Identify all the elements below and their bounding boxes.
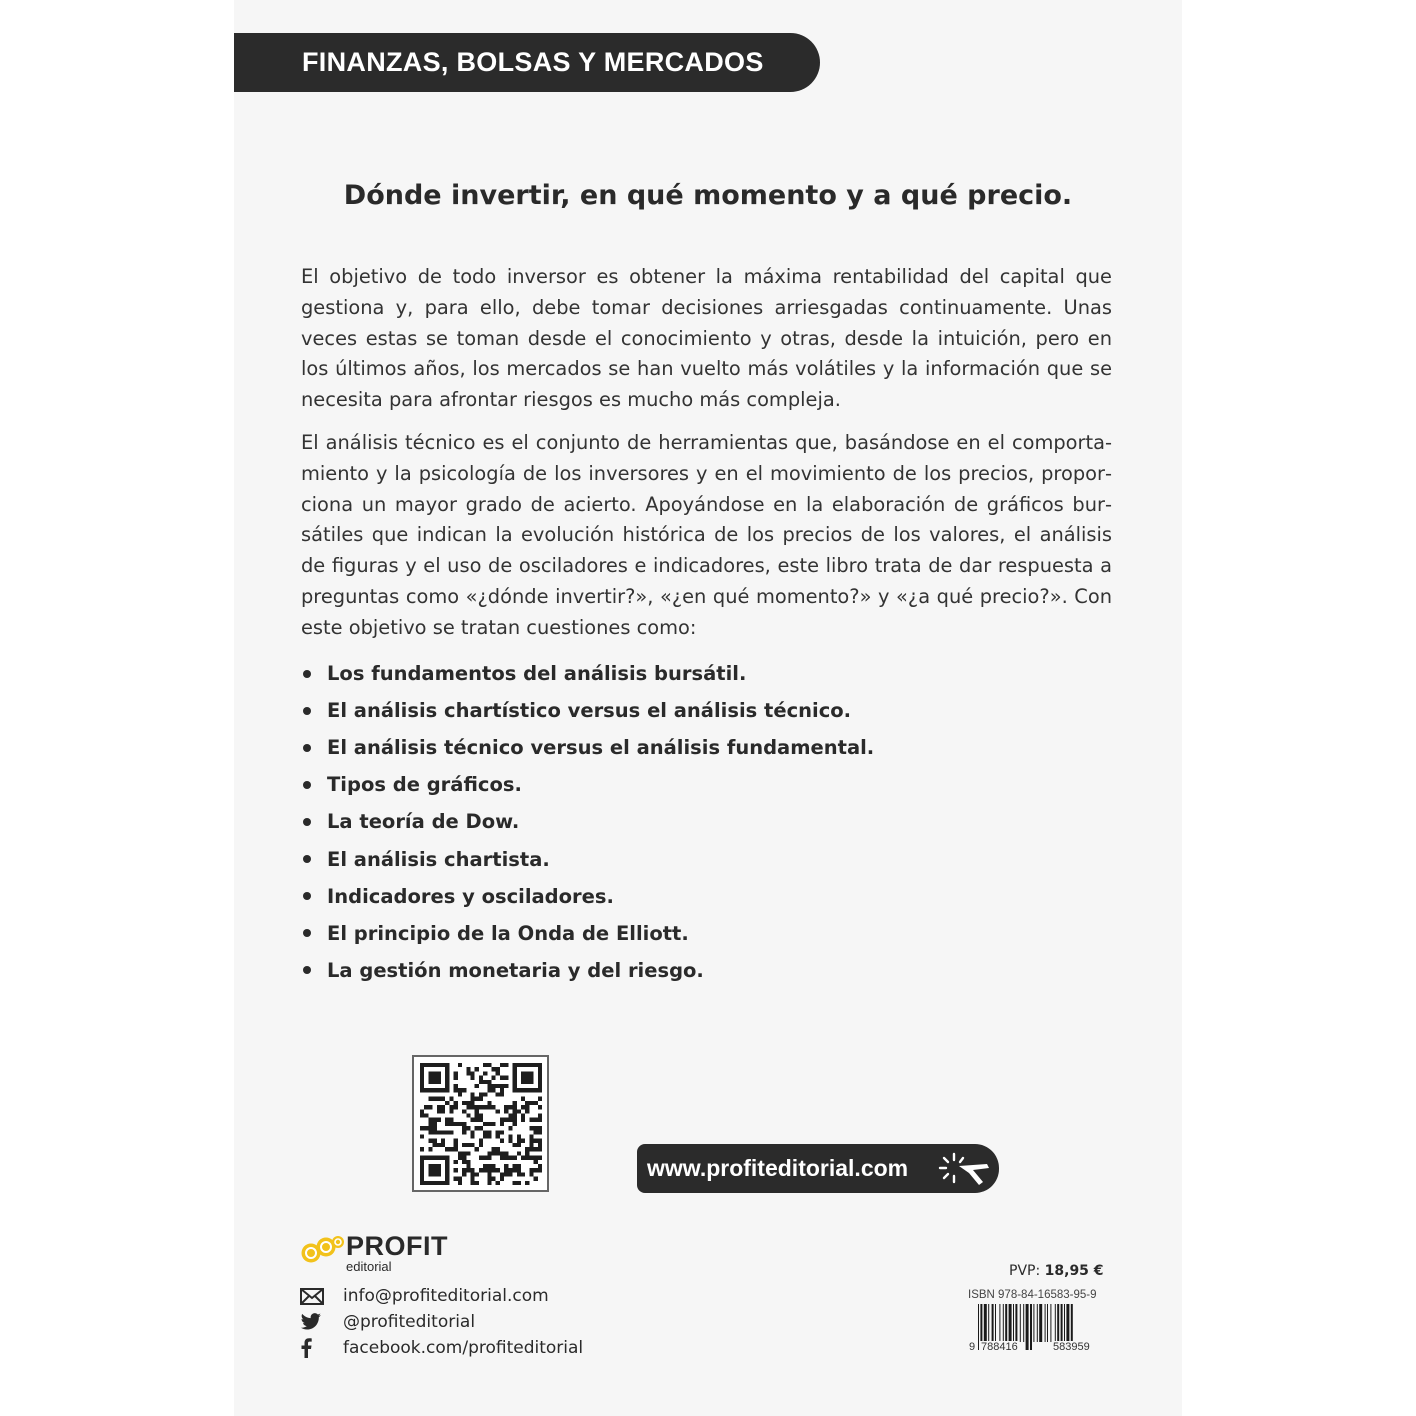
bullet-icon (303, 929, 311, 937)
topic-text: Tipos de gráficos. (327, 773, 522, 797)
bullet-icon (303, 707, 311, 715)
contact-twitter[interactable] (300, 1311, 475, 1333)
topic-text: El análisis técnico versus el análisis fundamental. (327, 736, 875, 760)
topic-text: La gestión monetaria y del riesgo. (327, 958, 704, 982)
facebook-f-icon (300, 1337, 326, 1359)
topic-text: Los fundamentos del análisis bursátil. (327, 662, 747, 686)
barcode-digits-right: 583959 (1053, 1341, 1090, 1353)
series-title: FINANZAS, BOLSAS Y MERCADOS (302, 47, 764, 77)
isbn-label: ISBN 978-84-16583-95-9 (968, 1289, 1097, 1301)
bullet-icon (303, 855, 311, 863)
price-value: 18,95 € (1044, 1263, 1104, 1279)
website-text: www.profiteditorial.com (647, 1155, 909, 1181)
facebook-text: facebook.com/profiteditorial (343, 1338, 584, 1358)
bullet-icon (303, 966, 311, 974)
list-item (300, 878, 874, 915)
email-text: info@profiteditorial.com (343, 1286, 549, 1306)
twitter-text: @profiteditorial (343, 1312, 476, 1332)
profit-logo-icon (300, 1233, 346, 1267)
list-item (300, 915, 874, 952)
barcode-digit-first: 9 (969, 1341, 976, 1353)
list-item (300, 655, 874, 692)
topics-list (300, 655, 874, 989)
description-paragraph-2: El análisis técnico es el conjunto de herramientas que, basándose en el comportamiento y la psicología de los inversores y en el movimiento de los precios, proporciona un mayor grado de acierto. Apoyándose en la elaboración de gráficos bursátiles que indican la evolución histórica de los precios de los valores, el análisis de figuras y el uso de osciladores e indicadores, este libro trata de dar respuesta a preguntas como «¿dónde invertir?», «¿en qué momento?» y «¿a qué precio?». Con este objetivo se tratan cuestiones como: (301, 431, 1112, 639)
bullet-icon (303, 892, 311, 900)
publisher-name: PROFIT (346, 1231, 448, 1261)
barcode-digits-left: 788416 (981, 1341, 1018, 1353)
price-label: PVP: (1009, 1263, 1041, 1279)
publisher-sub: editorial (346, 1259, 392, 1274)
price (1009, 1263, 1104, 1279)
bullet-icon (303, 670, 311, 678)
list-item (300, 952, 874, 989)
qr-code[interactable] (412, 1055, 549, 1192)
publisher-logo (300, 1233, 448, 1274)
topic-text: El análisis chartista. (327, 847, 550, 871)
contact-email[interactable] (300, 1285, 549, 1307)
topic-text: Indicadores y osciladores. (327, 884, 614, 908)
bullet-icon (303, 818, 311, 826)
list-item (300, 729, 874, 766)
bullet-icon (303, 781, 311, 789)
list-item (300, 840, 874, 877)
topic-text: El análisis chartístico versus el análisis técnico. (327, 699, 852, 723)
barcode (968, 1304, 1104, 1356)
cursor-click-icon (935, 1148, 993, 1190)
tagline: Dónde invertir, en qué momento y a qué precio. (343, 180, 1073, 211)
contact-facebook[interactable] (300, 1337, 583, 1359)
twitter-bird-icon (300, 1311, 326, 1333)
description-paragraph-1: El objetivo de todo inversor es obtener la máxima rentabilidad del capital que gestiona y, para ello, debe tomar decisiones arriesgadas continuamente. Unas veces estas se toman desde el conocimiento y otras, desde la intuición, pero en los últimos años, los mercados se han vuelto más volátiles y la información que se necesita para afrontar riesgos es mucho más compleja. (301, 265, 1112, 412)
list-item (300, 692, 874, 729)
topic-text: El principio de la Onda de Elliott. (327, 921, 689, 945)
list-item (300, 803, 874, 840)
list-item (300, 766, 874, 803)
website-link[interactable] (637, 1144, 999, 1193)
topic-text: La teoría de Dow. (327, 810, 520, 834)
qr-code-icon (420, 1063, 542, 1185)
bullet-icon (303, 744, 311, 752)
envelope-icon (300, 1285, 326, 1307)
series-band (234, 33, 820, 92)
